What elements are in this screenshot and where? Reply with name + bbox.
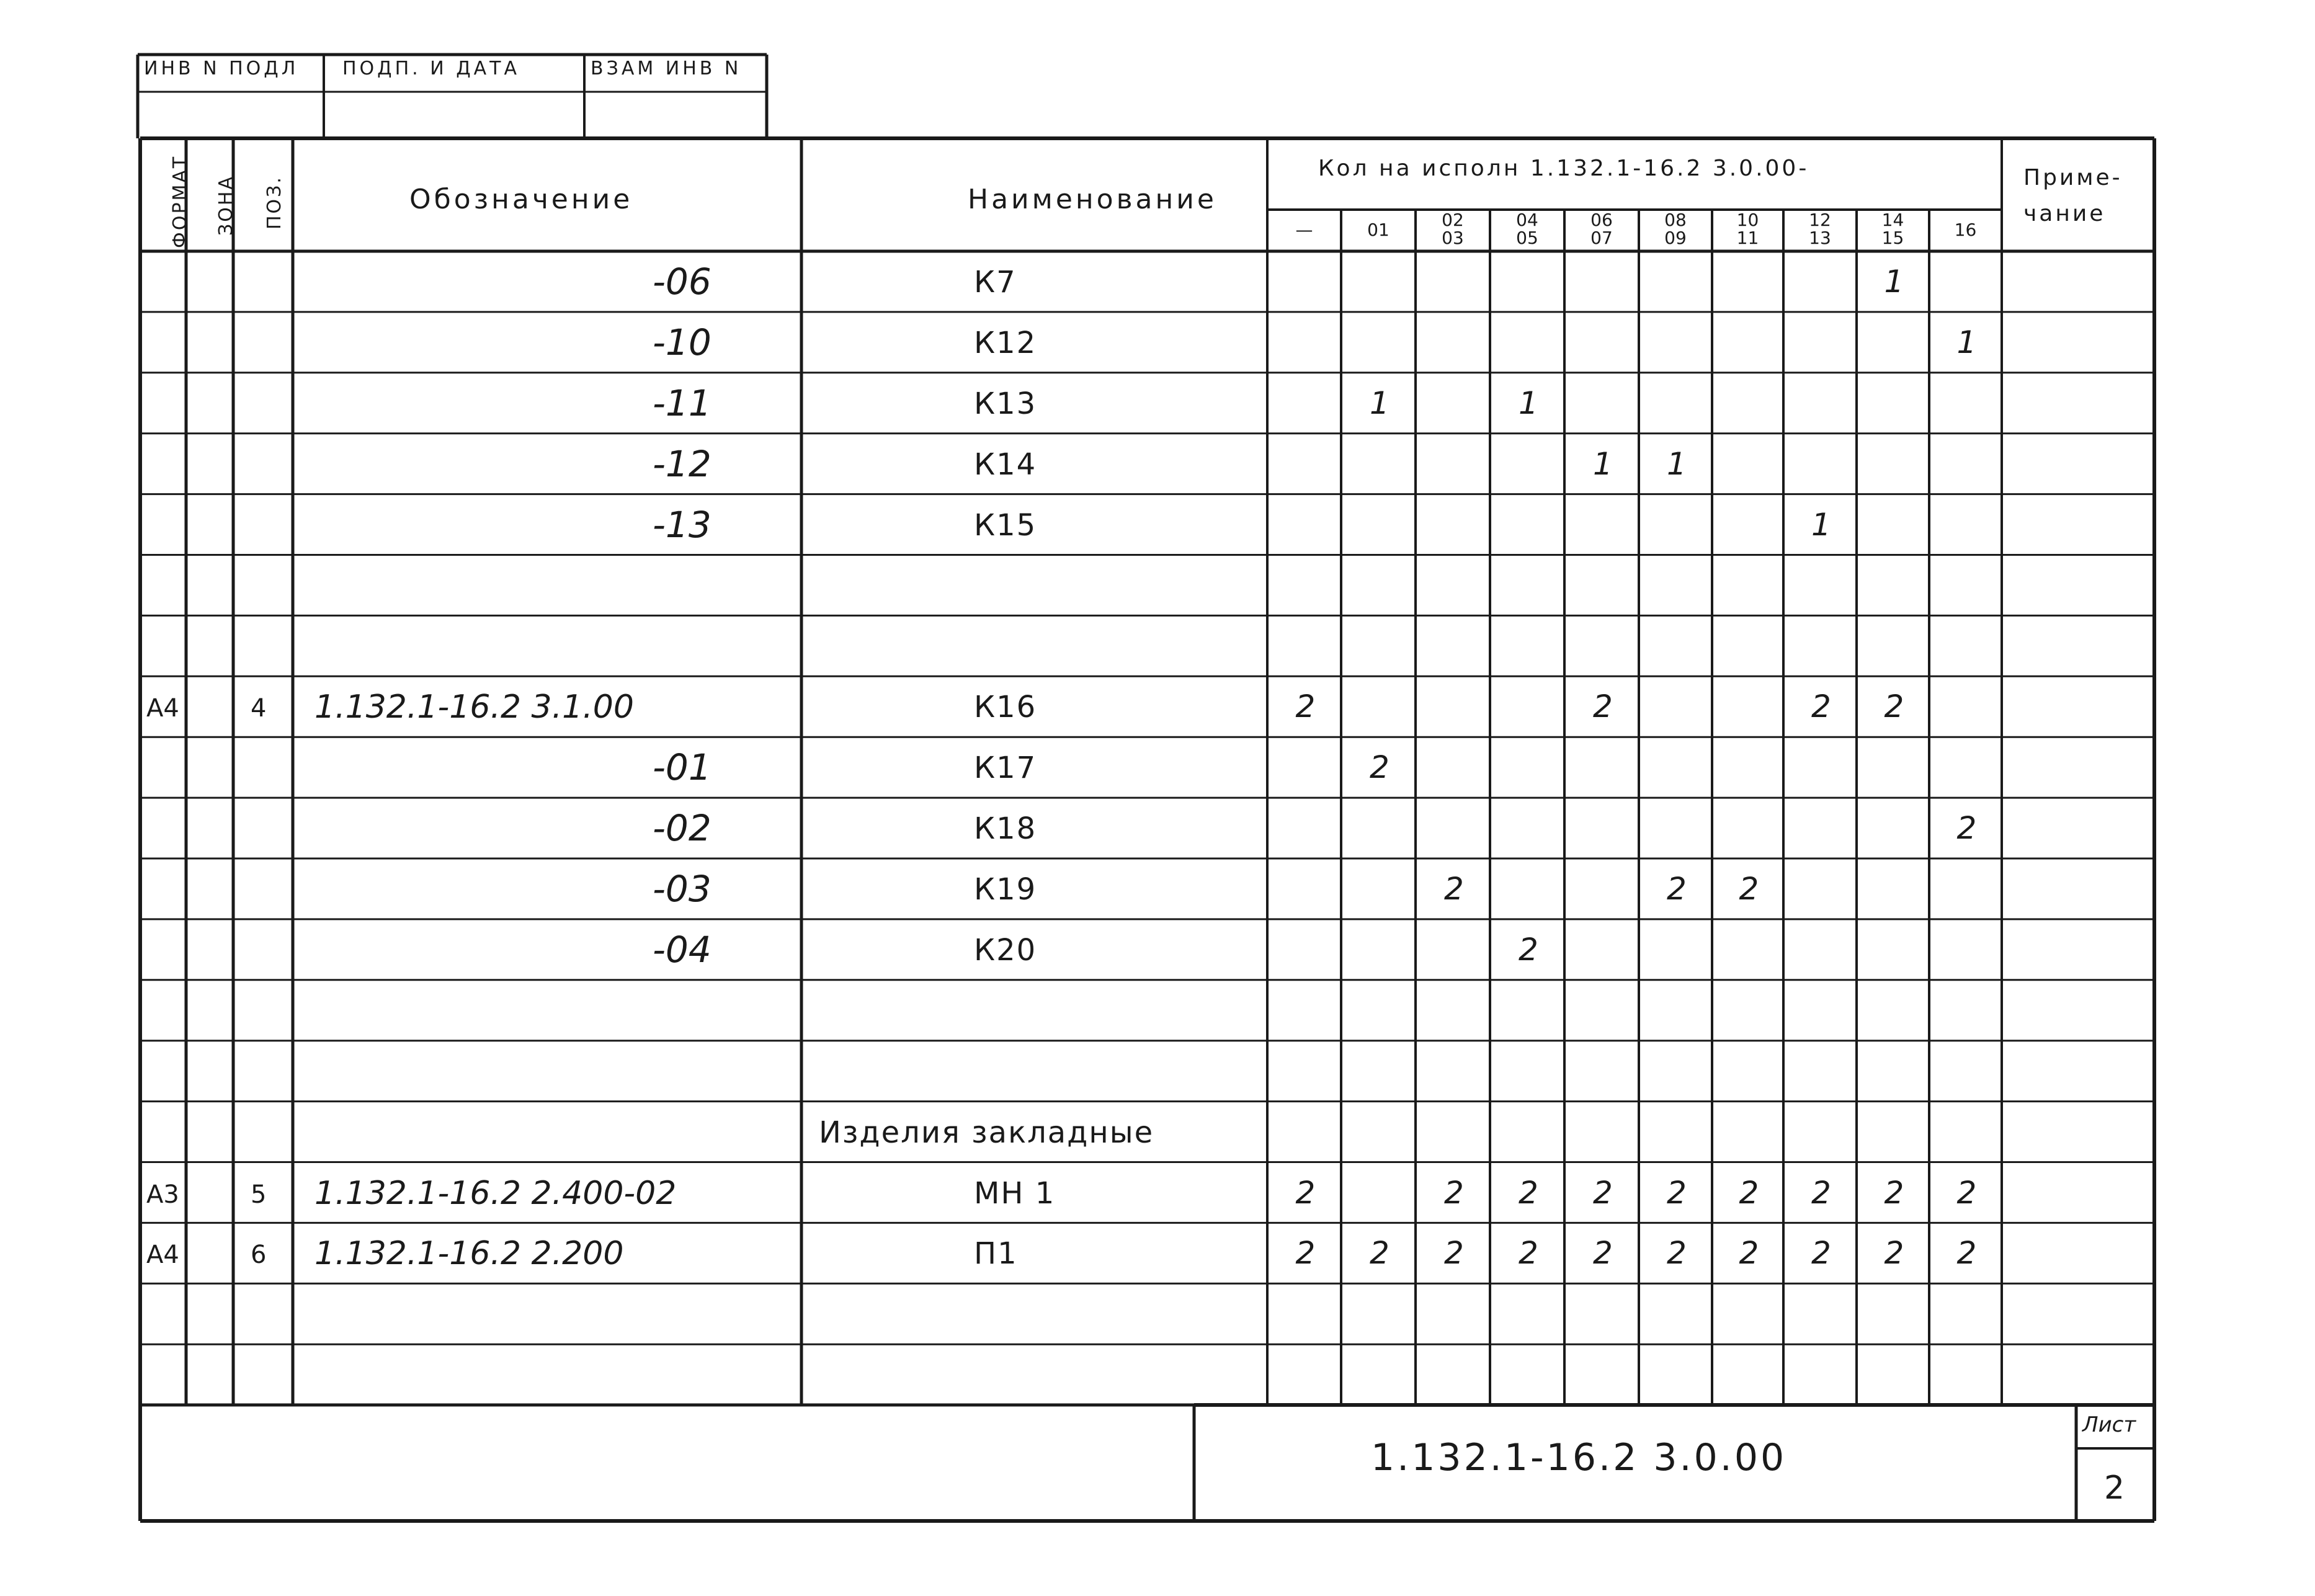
stamp-sign-date: ПОДП. И ДАТА (342, 58, 520, 79)
row-quantity: 2 (1519, 1235, 1538, 1272)
document-code: 1.132.1-16.2 3.0.00 (1371, 1436, 1787, 1479)
row-quantity: 2 (1593, 1235, 1613, 1272)
row-quantity: 1 (1667, 445, 1687, 482)
row-name: К19 (974, 872, 1037, 907)
row-quantity: 2 (1593, 1174, 1613, 1211)
row-designation: -03 (653, 868, 711, 910)
header-quantity-title: Кол на исполн 1.132.1-16.2 3.0.00- (1318, 156, 1809, 181)
row-quantity: 2 (1295, 1235, 1316, 1272)
row-designation: -13 (653, 503, 711, 546)
row-format: А4 (146, 1241, 179, 1270)
row-quantity: 2 (1519, 931, 1538, 968)
row-quantity: 2 (1811, 1174, 1831, 1211)
row-designation: 1.132.1-16.2 2.200 (314, 1235, 624, 1273)
row-quantity: 2 (1884, 689, 1904, 725)
row-name: К20 (974, 932, 1037, 968)
row-quantity: 1 (1593, 445, 1613, 482)
row-quantity: 2 (1884, 1174, 1904, 1211)
row-quantity: 2 (1811, 1235, 1831, 1272)
stamp-inv-original: ИНВ N ПОДЛ (144, 58, 299, 79)
quantity-subcolumn-header: 10 11 (1736, 210, 1759, 249)
quantity-subcolumn-header: 02 03 (1442, 210, 1464, 249)
quantity-subcolumn-header: 14 15 (1881, 210, 1904, 249)
row-designation: -04 (653, 928, 711, 971)
row-name: П1 (974, 1236, 1018, 1272)
row-name: К13 (974, 386, 1037, 421)
header-format: ФОРМАТ (169, 154, 191, 248)
row-quantity: 1 (1519, 385, 1538, 421)
row-quantity: 2 (1884, 1235, 1904, 1272)
row-quantity: 2 (1444, 871, 1464, 907)
row-designation: -12 (653, 442, 711, 485)
row-quantity: 1 (1811, 506, 1831, 543)
quantity-subcolumn-header: — (1295, 220, 1313, 240)
row-quantity: 2 (1739, 1174, 1759, 1211)
row-format: А4 (146, 694, 179, 723)
row-quantity: 2 (1370, 1235, 1389, 1272)
row-position: 6 (251, 1241, 267, 1270)
row-designation: 1.132.1-16.2 3.1.00 (314, 689, 634, 726)
header-note: Приме- чание (2023, 165, 2123, 226)
row-quantity: 2 (1956, 810, 1977, 847)
row-quantity: 1 (1956, 324, 1977, 360)
row-quantity: 2 (1667, 871, 1687, 907)
row-designation: -06 (653, 261, 711, 303)
row-position: 4 (251, 694, 267, 723)
header-zone: ЗОНА (215, 175, 237, 236)
row-format: А3 (146, 1180, 179, 1209)
quantity-subcolumn-header: 16 (1954, 220, 1977, 240)
row-designation: -10 (653, 321, 711, 363)
row-quantity: 2 (1370, 749, 1389, 786)
row-quantity: 1 (1370, 385, 1389, 421)
sheet-label: Лист (2082, 1412, 2136, 1437)
row-name: К16 (974, 690, 1037, 725)
row-quantity: 2 (1519, 1174, 1538, 1211)
quantity-subcolumn-header: 12 13 (1809, 210, 1831, 249)
row-name: МН 1 (974, 1175, 1056, 1211)
row-name: К15 (974, 507, 1037, 543)
row-quantity: 2 (1956, 1174, 1977, 1211)
row-quantity: 1 (1884, 264, 1904, 300)
row-name: Изделия закладные (819, 1115, 1154, 1150)
row-position: 5 (251, 1180, 267, 1209)
row-designation: -02 (653, 807, 711, 850)
row-quantity: 2 (1667, 1235, 1687, 1272)
row-quantity: 2 (1295, 689, 1316, 725)
row-quantity: 2 (1811, 689, 1831, 725)
row-name: К17 (974, 751, 1037, 786)
quantity-subcolumn-header: 01 (1367, 220, 1389, 240)
row-quantity: 2 (1956, 1235, 1977, 1272)
row-quantity: 2 (1667, 1174, 1687, 1211)
sheet-number: 2 (2104, 1469, 2125, 1507)
header-designation: Обозначение (409, 184, 633, 215)
row-designation: -11 (653, 381, 711, 424)
row-quantity: 2 (1444, 1174, 1464, 1211)
quantity-subcolumn-header: 06 07 (1590, 210, 1613, 249)
row-quantity: 2 (1739, 1235, 1759, 1272)
quantity-subcolumn-header: 04 05 (1516, 210, 1538, 249)
header-position: ПОЗ. (264, 176, 285, 230)
row-designation: 1.132.1-16.2 2.400-02 (314, 1174, 677, 1212)
row-quantity: 2 (1593, 689, 1613, 725)
row-quantity: 2 (1444, 1235, 1464, 1272)
row-quantity: 2 (1739, 871, 1759, 907)
row-name: К7 (974, 265, 1017, 300)
quantity-subcolumn-header: 08 09 (1664, 210, 1687, 249)
row-designation: -01 (653, 746, 711, 789)
header-name: Наименование (968, 184, 1217, 215)
row-name: К12 (974, 325, 1037, 360)
row-name: К14 (974, 447, 1037, 482)
row-name: К18 (974, 811, 1037, 847)
row-quantity: 2 (1295, 1174, 1316, 1211)
stamp-inv-replaced: ВЗАМ ИНВ N (591, 58, 742, 79)
